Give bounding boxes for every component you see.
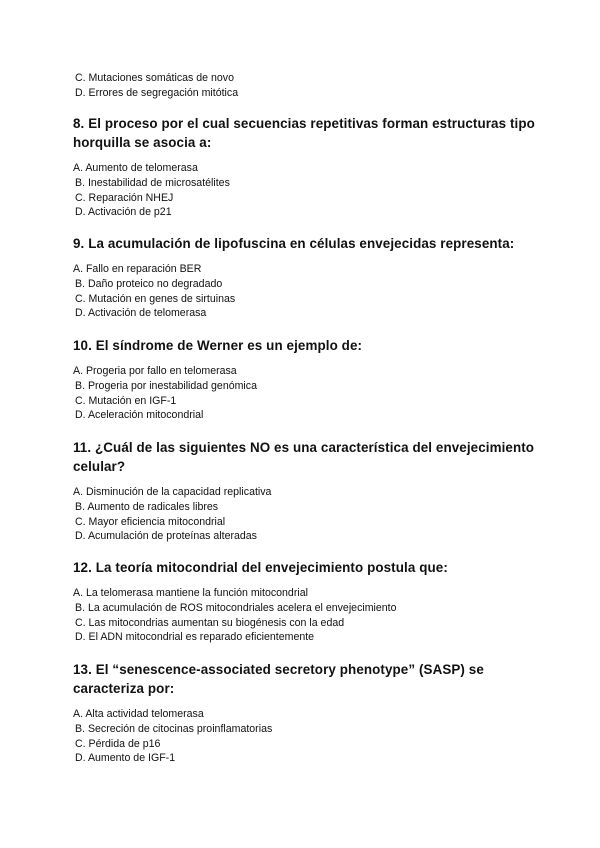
previous-question-options <box>73 71 553 101</box>
question-12 <box>73 558 543 645</box>
option-d: D. El ADN mitocondrial es reparado eficientemente <box>75 631 315 644</box>
option-a: A. La telomerasa mantiene la función mitocondrial <box>73 587 308 599</box>
option-a: A. Progeria por fallo en telomerasa <box>73 365 237 377</box>
question-title: 11. ¿Cuál de las siguientes NO es una característica del envejecimiento celular? <box>73 440 535 474</box>
option-c: C. Mutación en genes de sirtuinas <box>75 292 236 305</box>
option-c: C. Mutación en IGF-1 <box>75 394 177 407</box>
option-c: C. Mutaciones somáticas de novo <box>75 72 234 84</box>
option-b: B. Inestabilidad de microsatélites <box>75 176 230 189</box>
question-9 <box>73 234 543 321</box>
option-c: C. Reparación NHEJ <box>75 191 174 204</box>
question-title: 9. La acumulación de lipofuscina en células envejecidas representa: <box>73 236 515 251</box>
option-b: B. La acumulación de ROS mitocondriales acelera el envejecimiento <box>75 601 397 614</box>
question-10 <box>73 336 543 423</box>
option-d: D. Aceleración mitocondrial <box>75 409 204 422</box>
question-title: 13. El “senescence-associated secretory phenotype” (SASP) se caracteriza por: <box>73 662 484 696</box>
question-title: 12. La teoría mitocondrial del envejecimiento postula que: <box>73 560 448 575</box>
question-11 <box>73 438 543 544</box>
option-a: A. Alta actividad telomerasa <box>73 708 204 720</box>
option-d: D. Activación de telomerasa <box>75 307 207 320</box>
question-title: 10. El síndrome de Werner es un ejemplo de: <box>73 338 363 353</box>
option-c: C. Las mitocondrias aumentan su biogénesis con la edad <box>75 616 345 629</box>
option-b: B. Aumento de radicales libres <box>75 500 219 513</box>
option-b: B. Secreción de citocinas proinflamatorias <box>75 722 273 735</box>
option-a: A. Aumento de telomerasa <box>73 162 198 174</box>
option-b: B. Daño proteico no degradado <box>75 277 223 290</box>
option-d: D. Aumento de IGF-1 <box>75 752 176 765</box>
option-c: C. Pérdida de p16 <box>75 737 161 750</box>
question-8 <box>73 114 543 220</box>
option-c: C. Mayor eficiencia mitocondrial <box>75 515 226 528</box>
option-d: D. Activación de p21 <box>75 206 172 219</box>
option-a: A. Disminución de la capacidad replicativa <box>73 486 272 498</box>
option-d: D. Errores de segregación mitótica <box>75 86 239 99</box>
question-13 <box>73 660 543 766</box>
option-b: B. Progeria por inestabilidad genómica <box>75 379 257 392</box>
option-a: A. Fallo en reparación BER <box>73 263 202 275</box>
option-d: D. Acumulación de proteínas alteradas <box>75 530 257 543</box>
question-title: 8. El proceso por el cual secuencias repetitivas forman estructuras tipo horquilla se asocia a: <box>73 116 535 150</box>
